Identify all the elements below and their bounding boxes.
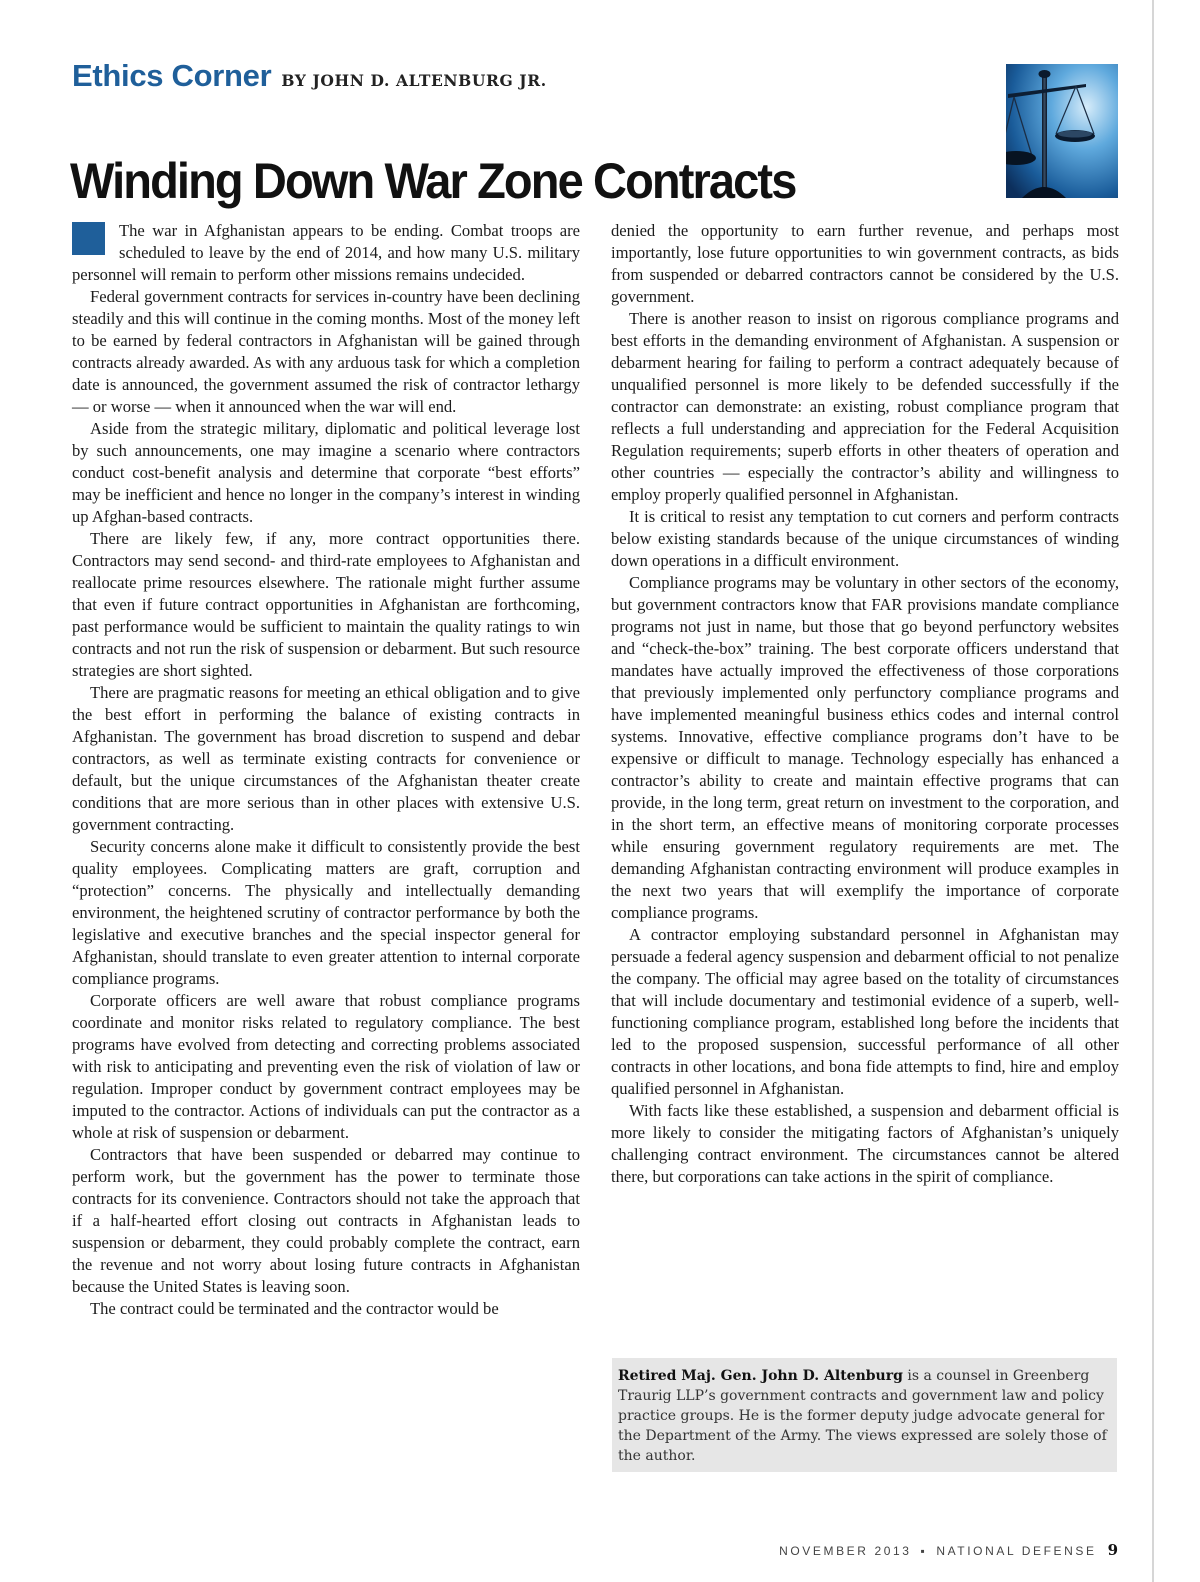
article-paragraph: With facts like these established, a suspension and debarment official is more likely to consider the mitigating factors of Afghanistan’s uniquely challenging contract environment. The circumstances cannot be altered there, but corporations can take actions in the spirit of compliance. (611, 1101, 1119, 1186)
author-bio-name: Retired Maj. Gen. John D. Altenburg (618, 1368, 903, 1384)
article-paragraph: There is another reason to insist on rigorous compliance programs and best efforts in the demanding environment of Afghanistan. A suspension or debarment hearing for failing to perform a contract adequately because of unqualified personnel is more likely to be defended successfully if the contractor can demonstrate: an existing, robust compliance program that reflects a full understanding and appreciation for the Federal Acquisition Regulation requirements; superb efforts in other theaters of operation and other countries — especially the contractor’s ability and willingness to employ properly qualified personnel in Afghanistan. (611, 309, 1119, 504)
page-number: 9 (1107, 1541, 1118, 1559)
article-paragraph: Corporate officers are well aware that robust compliance programs coordinate and monitor risks related to regulatory compliance. The best programs have evolved from detecting and correcting problems associated with risk to anticipating and preventing even the risk of violation of law or regulation. Improper conduct by government contract employees may be imputed to the contractor. Actions of individuals can put the contractor as a whole at risk of suspension or debarment. (72, 991, 580, 1142)
article-headline: Winding Down War Zone Contracts (70, 153, 796, 209)
article-right-column (611, 220, 1119, 1188)
article-paragraph-text: The war in Afghanistan appears to be ending. Combat troops are scheduled to leave by the end of 2014, and how many U.S. military personnel will remain to perform other missions remains undecided. (72, 221, 580, 284)
article-paragraph: Contractors that have been suspended or debarred may continue to perform work, but the government has the power to terminate those contracts for its convenience. Contractors should not take the approach that if a half-hearted effort closing out contracts in Afghanistan leads to suspension or debarment, they could probably complete the contract, earn the revenue and not worry about losing future contracts in Afghanistan because the United States is leaving soon. (72, 1145, 580, 1296)
footer-date: NOVEMBER 2013 (779, 1544, 912, 1558)
article-paragraph: Federal government contracts for services in-country have been declining steadily and this will continue in the coming months. Most of the money left to be earned by federal contractors in Afghanistan will be gained through contracts already awarded. As with any arduous task for which a completion date is announced, the government assumed the risk of contractor lethargy — or worse — when it announced when the war will end. (72, 287, 580, 416)
article-paragraph: Compliance programs may be voluntary in other sectors of the economy, but government contractors know that FAR provisions mandate compliance programs not just in name, but those that go beyond perfunctory websites and “check-the-box” training. The best corporate officers understand that mandates have actually improved the effectiveness of those corporations that previously implemented only perfunctory compliance programs and have implemented meaningful business ethics codes and internal control systems. Innovative, effective compliance programs don’t have to be expensive or difficult to manage. Technology especially has enhanced a contractor’s ability to create and maintain effective programs that can provide, in the long term, great return on investment to the corporation, and in the short term, an effective means of monitoring corporate processes while ensuring government regulatory requirements are met. The demanding Afghanistan contracting environment will produce examples in the next two years that will exemplify the importance of corporate compliance programs. (611, 573, 1119, 922)
article-paragraph: A contractor employing substandard personnel in Afghanistan may persuade a federal agency suspension and debarment official to not penalize the company. The official may agree based on the totality of circumstances that will include documentary and testimonial evidence of a superb, well-functioning compliance program, established long before the incidents that led to the proposed suspension, successful performance of all other contracts in other locations, and bona fide attempts to find, hire and employ qualified personnel in Afghanistan. (611, 925, 1119, 1098)
footer-publication: NATIONAL DEFENSE (936, 1544, 1097, 1558)
article-paragraph: There are likely few, if any, more contract opportunities there. Contractors may send second- and third-rate employees to Afghanistan and reallocate prime resources elsewhere. The rationale might further assume that even if future contract opportunities in Afghanistan are forthcoming, past performance would be sufficient to maintain the quality ratings to win contracts and not run the risk of suspension or debarment. But such resource strategies are short sighted. (72, 529, 580, 680)
article-paragraph: There are pragmatic reasons for meeting an ethical obligation and to give the best effort in performing the balance of existing contracts in Afghanistan. The government has broad discretion to suspend and debar contractors, as well as terminate existing contracts for convenience or default, but the unique circumstances of the Afghanistan theater create conditions that are more serious than in other places with extensive U.S. government contracting. (72, 683, 580, 834)
article-paragraph (72, 220, 580, 286)
scales-of-justice-icon (1006, 64, 1118, 198)
byline: BY JOHN D. ALTENBURG JR. (281, 71, 547, 90)
column-name: Ethics Corner (72, 58, 272, 93)
article-left-column (72, 220, 580, 1320)
drop-cap-square (72, 222, 105, 255)
author-bio-text: is a counsel in Greenberg Traurig LLP’s government contracts and government law and policy practice groups. He is the former deputy judge advocate general for the Department of the Army. The views expressed are solely those of the author. (618, 1368, 1107, 1464)
column-header (72, 58, 547, 94)
scales-of-justice-photo (1006, 64, 1118, 198)
article-paragraph: The contract could be terminated and the contractor would be (90, 1299, 499, 1318)
page-footer (779, 1541, 1118, 1559)
article-paragraph: Security concerns alone make it difficult to consistently provide the best quality employees. Complicating matters are graft, corruption and “protection” concerns. The physically and intellectually demanding environment, the heightened scrutiny of contractor performance by both the legislative and executive branches and the special inspector general for Afghanistan, should translate to even greater attention to internal corporate compliance programs. (72, 837, 580, 988)
author-bio-box (612, 1358, 1117, 1472)
page-edge-rule (1152, 0, 1154, 1582)
article-paragraph: It is critical to resist any temptation to cut corners and perform contracts below existing standards because of the unique circumstances of winding down operations in a difficult environment. (611, 507, 1119, 570)
article-paragraph: denied the opportunity to earn further revenue, and perhaps most importantly, lose future opportunities to win government contracts, as bids from suspended or debarred contractors cannot be considered by the U.S. government. (611, 221, 1119, 306)
article-paragraph: Aside from the strategic military, diplomatic and political leverage lost by such announcements, one may imagine a scenario where contractors conduct cost-benefit analysis and determine that corporate “best efforts” may be inefficient and hence no longer in the company’s interest in winding up Afghan-based contracts. (72, 419, 580, 526)
footer-separator: ▪ (920, 1544, 928, 1558)
